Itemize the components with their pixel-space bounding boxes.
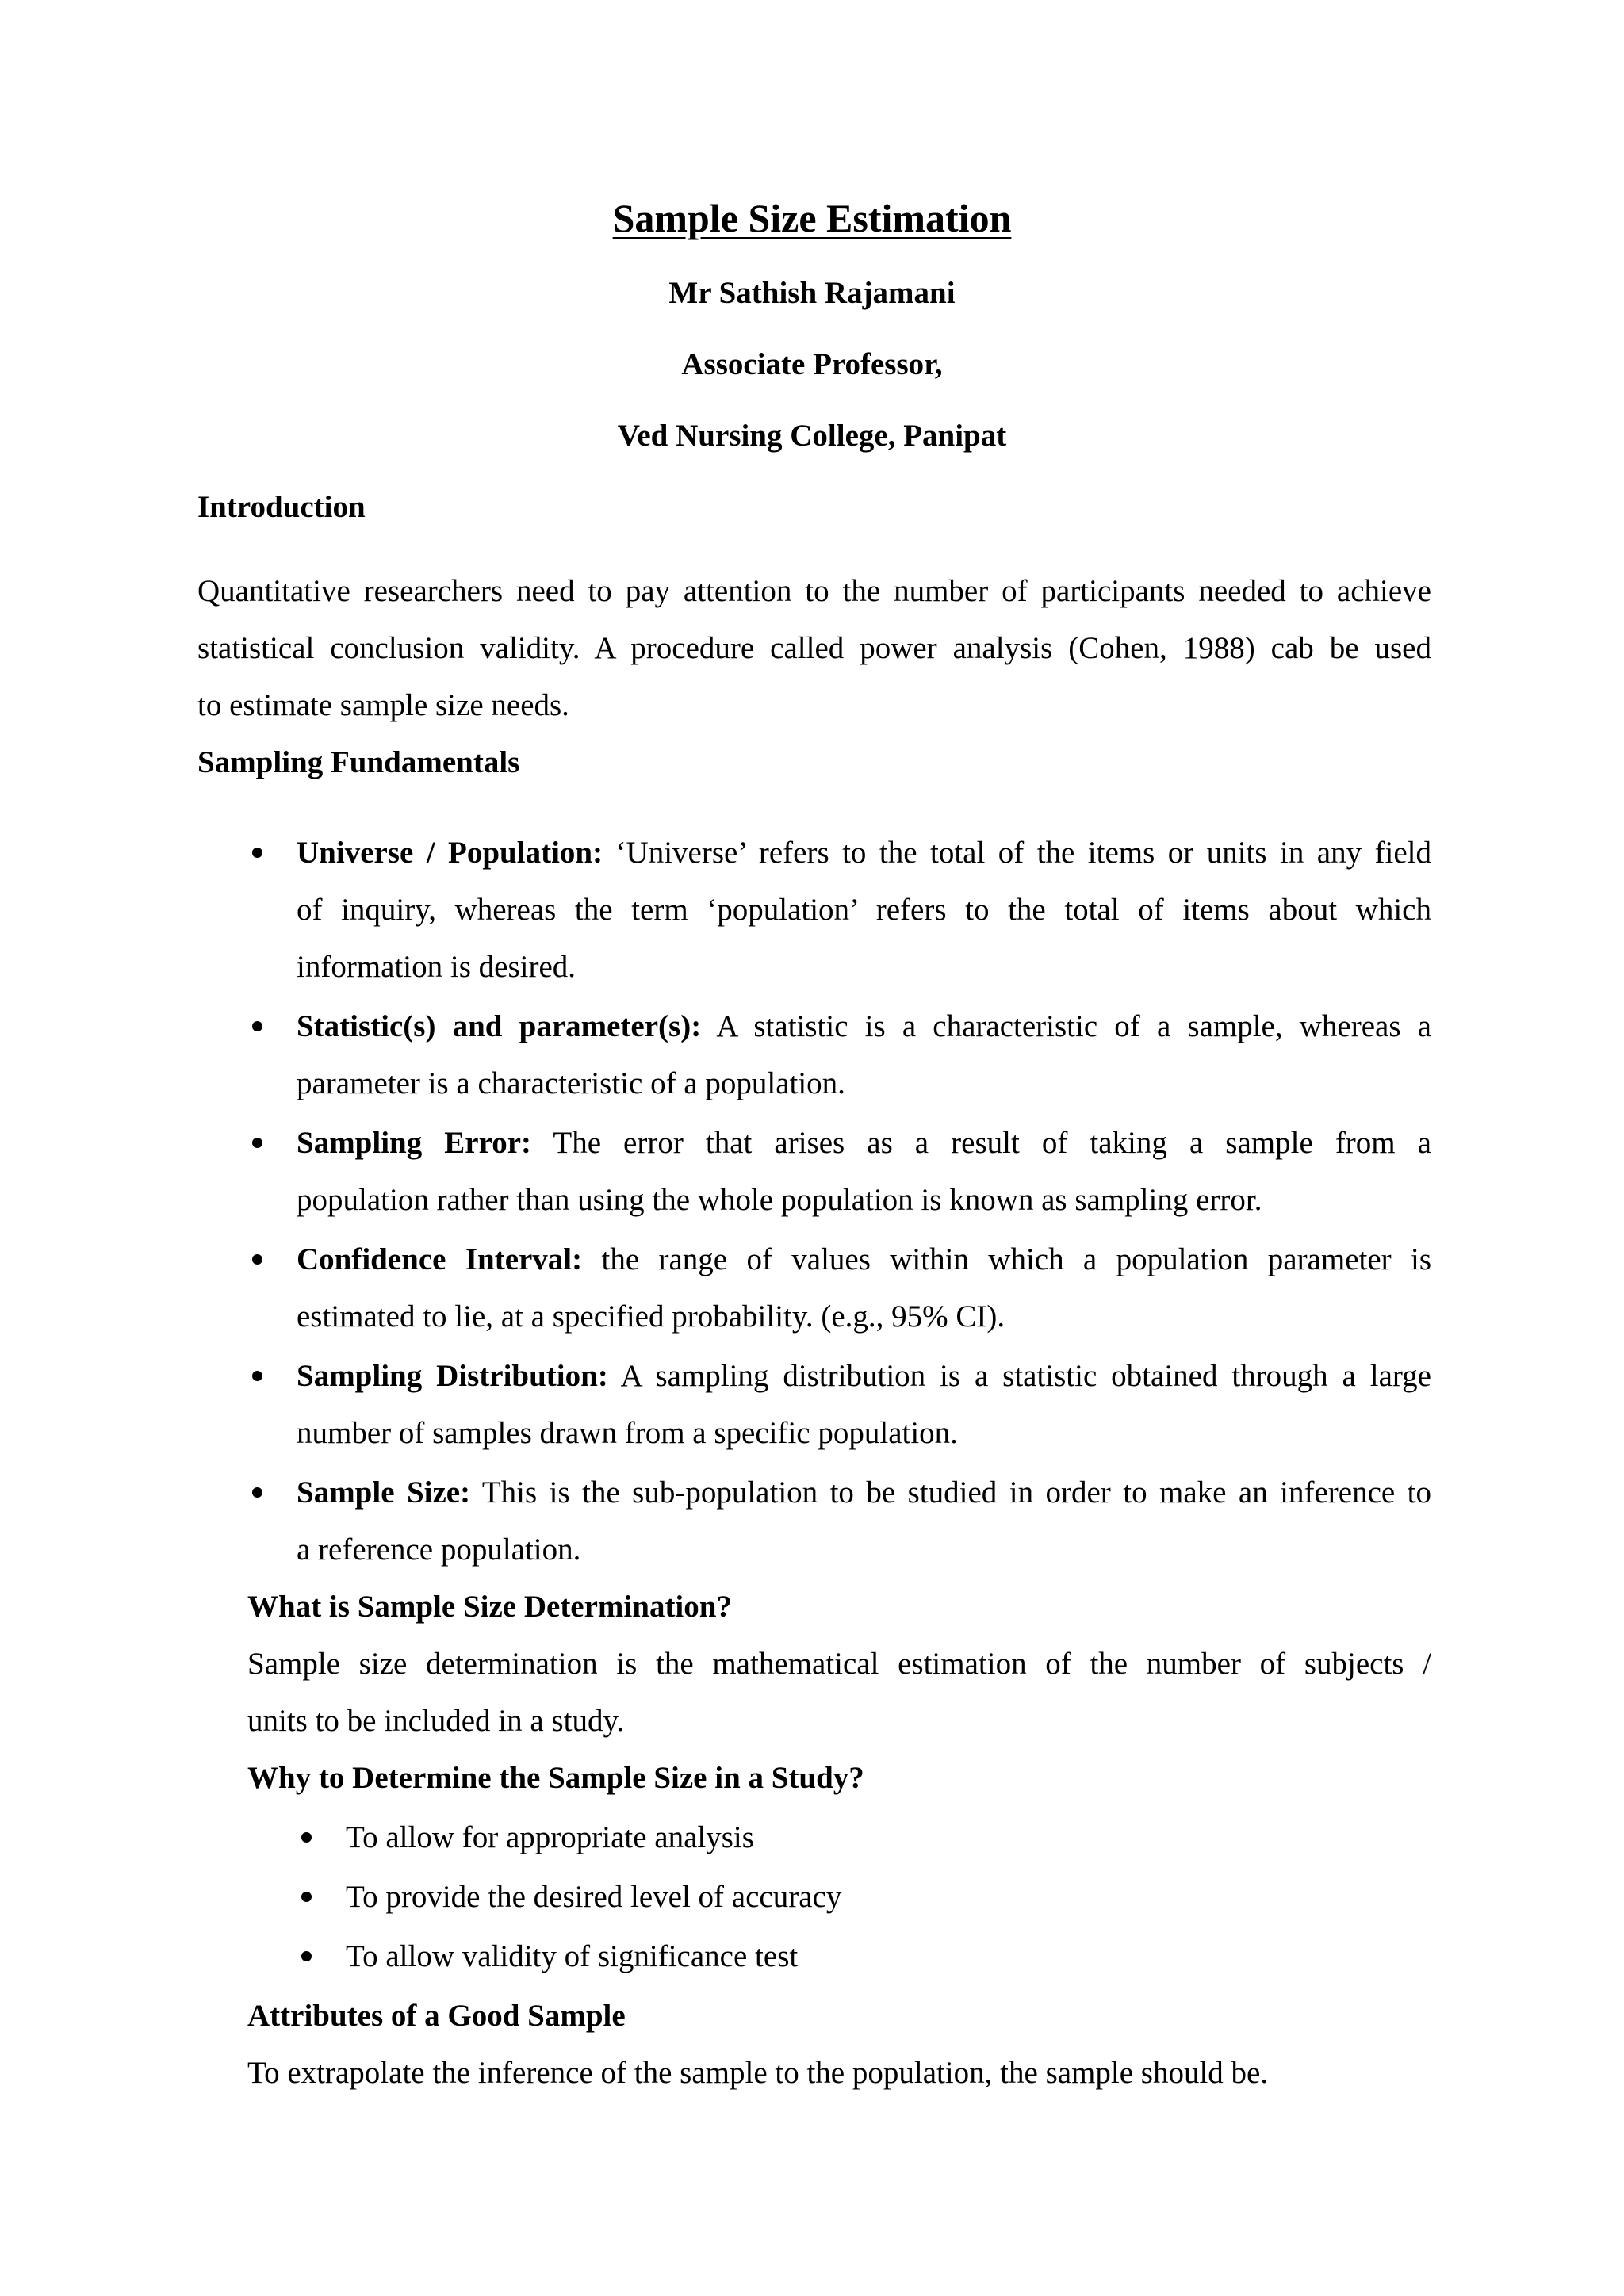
term-label: Confidence Interval:: [297, 1242, 583, 1276]
bullet-icon: [301, 1892, 312, 1902]
introduction-line-1: Quantitative researchers need to pay attention to the number of participants needed to achieve: [197, 574, 1431, 608]
bullet-icon: [301, 1951, 312, 1961]
fundamentals-item-universe-line-3: information is desired.: [297, 950, 576, 984]
fundamentals-item-confidence-interval-line-2: estimated to lie, at a specified probability. (e.g., 95% CI).: [297, 1299, 1005, 1334]
attributes-line-1: To extrapolate the inference of the sample to the population, the sample should be.: [247, 2056, 1269, 2090]
attributes-heading: Attributes of a Good Sample: [247, 1999, 626, 2033]
why-heading: Why to Determine the Sample Size in a Study?: [247, 1761, 864, 1795]
fundamentals-item-confidence-interval-line-1: [297, 1241, 1431, 1279]
term-label: Sampling Distribution:: [297, 1359, 608, 1393]
definition-text: ‘Universe’ refers to the total of the items or units in any field: [615, 836, 1432, 870]
why-item-significance: To allow validity of significance test: [346, 1939, 799, 1973]
author-name: Mr Sathish Rajamani: [668, 276, 956, 310]
introduction-line-2: statistical conclusion validity. A procedure called power analysis (Cohen, 1988) cab be used: [197, 631, 1431, 665]
fundamentals-item-universe-line-2: of inquiry, whereas the term ‘population’ refers to the total of items about which: [297, 893, 1431, 927]
fundamentals-item-sample-size-line-1: [297, 1474, 1431, 1512]
introduction-heading: Introduction: [197, 490, 366, 524]
author-position: Associate Professor,: [681, 347, 943, 381]
page-title: Sample Size Estimation: [612, 196, 1012, 240]
fundamentals-item-sample-size-line-2: a reference population.: [297, 1533, 581, 1567]
fundamentals-item-statistic-line-2: parameter is a characteristic of a population.: [297, 1066, 845, 1100]
term-label: Sample Size:: [297, 1475, 471, 1510]
why-item-analysis: To allow for appropriate analysis: [346, 1820, 754, 1854]
author-institution: Ved Nursing College, Panipat: [617, 419, 1007, 453]
determination-heading: What is Sample Size Determination?: [247, 1590, 732, 1624]
bullet-icon: [252, 1487, 262, 1498]
fundamentals-item-statistic-line-1: [297, 1008, 1431, 1046]
bullet-icon: [252, 1138, 262, 1148]
term-label: Universe / Population:: [297, 836, 603, 870]
definition-text: This is the sub-population to be studied in order to make an inference to: [481, 1475, 1431, 1510]
bullet-icon: [301, 1832, 312, 1843]
fundamentals-item-sampling-distribution-line-2: number of samples drawn from a specific population.: [297, 1416, 958, 1450]
definition-text: The error that arises as a result of taking a sample from a: [553, 1126, 1431, 1160]
fundamentals-item-sampling-distribution-line-1: [297, 1357, 1431, 1395]
why-item-accuracy: To provide the desired level of accuracy: [346, 1880, 842, 1914]
bullet-icon: [252, 848, 262, 858]
term-label: Sampling Error:: [297, 1126, 532, 1160]
fundamentals-item-universe-line-1: [297, 834, 1431, 872]
bullet-icon: [252, 1371, 262, 1381]
fundamentals-heading: Sampling Fundamentals: [197, 745, 520, 779]
determination-line-2: units to be included in a study.: [247, 1704, 625, 1738]
fundamentals-item-sampling-error-line-2: population rather than using the whole population is known as sampling error.: [297, 1183, 1262, 1217]
determination-line-1: Sample size determination is the mathematical estimation of the number of subjects /: [247, 1647, 1431, 1681]
introduction-line-3: to estimate sample size needs.: [197, 688, 569, 722]
term-label: Statistic(s) and parameter(s):: [297, 1009, 702, 1043]
bullet-icon: [252, 1021, 262, 1031]
definition-text: A statistic is a characteristic of a sample, whereas a: [716, 1009, 1431, 1043]
bullet-icon: [252, 1254, 262, 1265]
definition-text: A sampling distribution is a statistic obtained through a large: [620, 1359, 1431, 1393]
definition-text: the range of values within which a population parameter is: [601, 1242, 1431, 1276]
fundamentals-item-sampling-error-line-1: [297, 1124, 1431, 1162]
